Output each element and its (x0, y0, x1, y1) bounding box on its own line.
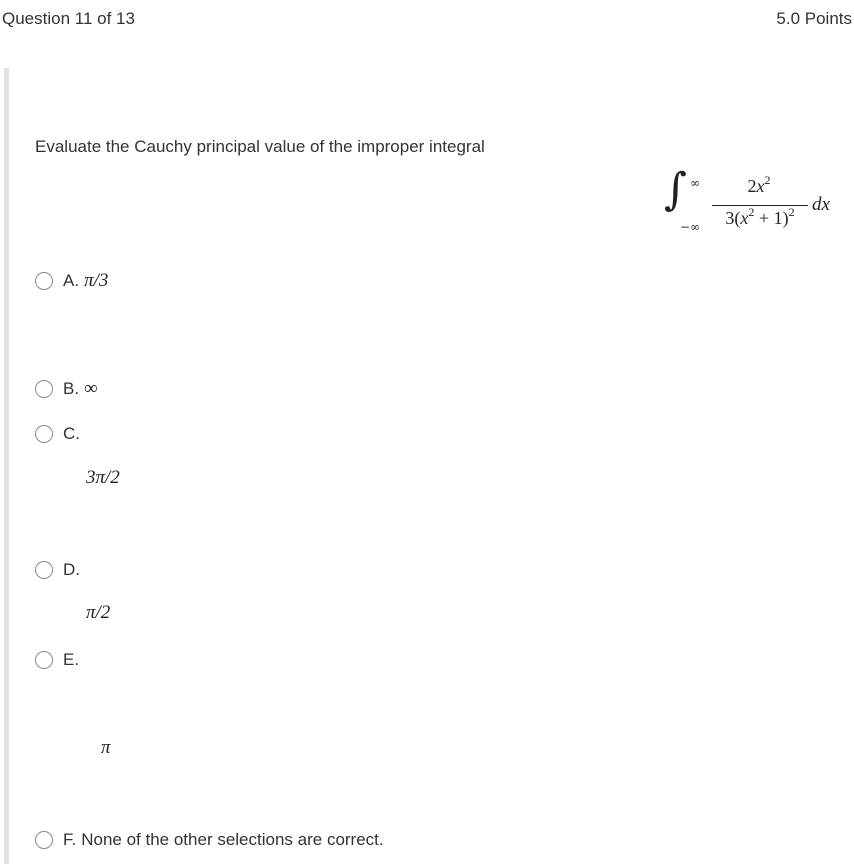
integral-differential: dx (812, 194, 830, 215)
radio-button-icon[interactable] (35, 272, 53, 290)
question-header (0, 0, 854, 40)
option-e-answer: π (101, 737, 111, 758)
radio-button-icon[interactable] (35, 425, 53, 443)
radio-button-icon[interactable] (35, 380, 53, 398)
question-points: 5.0 Points (776, 9, 852, 28)
integral-upper-limit: ∞ (690, 176, 700, 190)
option-c-letter: C. (63, 424, 80, 443)
integral-lower-limit: −∞ (680, 220, 701, 234)
question-prompt: Evaluate the Cauchy principal value of the improper integral (35, 137, 485, 156)
option-a-answer: π/3 (84, 270, 109, 291)
radio-button-icon[interactable] (35, 651, 53, 669)
integral-expression (662, 164, 842, 240)
option-d-answer: π/2 (86, 602, 111, 623)
radio-button-icon[interactable] (35, 831, 53, 849)
option-d[interactable] (35, 559, 80, 581)
integral-sign: ∫ (664, 164, 687, 215)
option-e[interactable] (35, 649, 79, 671)
option-b-answer: ∞ (84, 378, 98, 399)
option-a[interactable] (35, 270, 108, 292)
fraction-denominator: $3(x^2 + 1)^2$ (725, 205, 795, 228)
question-number: Question 11 of 13 (2, 9, 135, 28)
question-left-border (4, 68, 9, 864)
option-a-letter: A. (63, 271, 80, 290)
option-b[interactable] (35, 378, 98, 400)
option-b-letter: B. (63, 379, 80, 398)
option-f-answer: None of the other selections are correct. (81, 830, 384, 849)
fraction-numerator: $2x^2$ (747, 173, 771, 196)
option-e-letter: E. (63, 650, 80, 669)
option-f[interactable] (35, 829, 384, 851)
option-f-letter: F. (63, 830, 77, 849)
option-d-letter: D. (63, 560, 80, 579)
radio-button-icon[interactable] (35, 561, 53, 579)
option-c[interactable] (35, 423, 80, 445)
option-c-answer: 3π/2 (86, 467, 120, 488)
